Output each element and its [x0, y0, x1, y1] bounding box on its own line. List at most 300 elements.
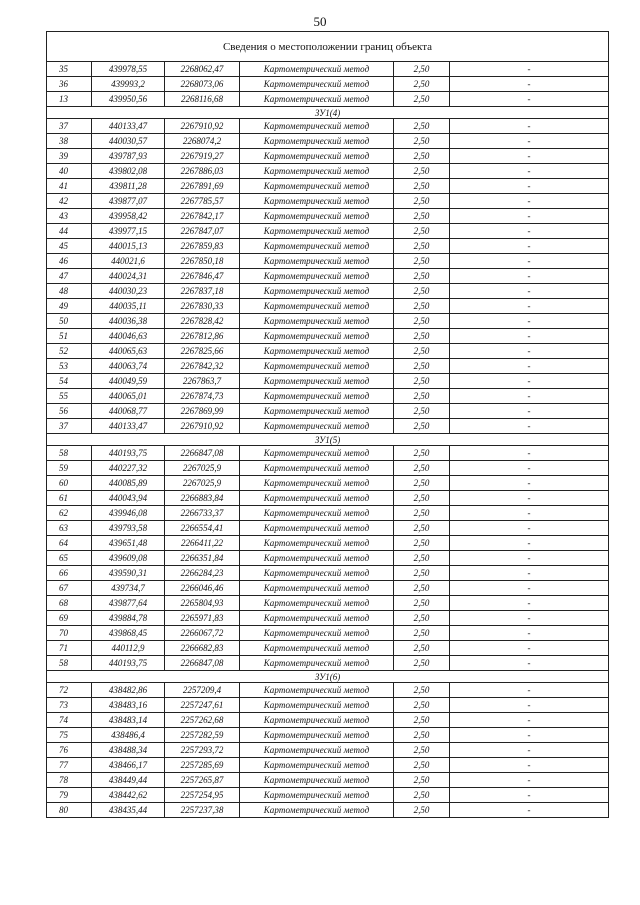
table-row — [47, 134, 609, 149]
y-coordinate-cell: 2267874,73 — [165, 389, 240, 404]
point-number-cell: 68 — [47, 596, 92, 611]
method-cell: Картометрический метод — [240, 119, 394, 134]
table-row — [47, 299, 609, 314]
method-cell: Картометрический метод — [240, 698, 394, 713]
x-coordinate-cell: 440043,94 — [92, 491, 165, 506]
table-row — [47, 773, 609, 788]
x-coordinate-cell: 440024,31 — [92, 269, 165, 284]
table-row — [47, 626, 609, 641]
table-row — [47, 62, 609, 77]
description-cell: - — [450, 119, 609, 134]
accuracy-cell: 2,50 — [394, 344, 450, 359]
description-cell: - — [450, 314, 609, 329]
boundary-table — [46, 31, 609, 818]
point-number-cell: 45 — [47, 239, 92, 254]
point-number-cell: 73 — [47, 698, 92, 713]
point-number-cell: 60 — [47, 476, 92, 491]
point-number-cell: 13 — [47, 92, 92, 107]
table-row — [47, 758, 609, 773]
table-row — [47, 179, 609, 194]
description-cell: - — [450, 164, 609, 179]
point-number-cell: 49 — [47, 299, 92, 314]
method-cell: Картометрический метод — [240, 626, 394, 641]
y-coordinate-cell: 2267910,92 — [165, 419, 240, 434]
point-number-cell: 63 — [47, 521, 92, 536]
table-row — [47, 269, 609, 284]
x-coordinate-cell: 440046,63 — [92, 329, 165, 344]
x-coordinate-cell: 439884,78 — [92, 611, 165, 626]
method-cell: Картометрический метод — [240, 788, 394, 803]
point-number-cell: 41 — [47, 179, 92, 194]
point-number-cell: 50 — [47, 314, 92, 329]
table-row — [47, 656, 609, 671]
description-cell: - — [450, 641, 609, 656]
description-cell: - — [450, 491, 609, 506]
table-row — [47, 506, 609, 521]
point-number-cell: 56 — [47, 404, 92, 419]
method-cell: Картометрический метод — [240, 728, 394, 743]
y-coordinate-cell: 2266847,08 — [165, 446, 240, 461]
point-number-cell: 70 — [47, 626, 92, 641]
method-cell: Картометрический метод — [240, 134, 394, 149]
y-coordinate-cell: 2267812,86 — [165, 329, 240, 344]
method-cell: Картометрический метод — [240, 476, 394, 491]
point-number-cell: 71 — [47, 641, 92, 656]
description-cell: - — [450, 389, 609, 404]
method-cell: Картометрический метод — [240, 419, 394, 434]
y-coordinate-cell: 2266046,46 — [165, 581, 240, 596]
y-coordinate-cell: 2267842,17 — [165, 209, 240, 224]
method-cell: Картометрический метод — [240, 92, 394, 107]
method-cell: Картометрический метод — [240, 536, 394, 551]
description-cell: - — [450, 179, 609, 194]
x-coordinate-cell: 440133,47 — [92, 419, 165, 434]
table-row — [47, 803, 609, 818]
y-coordinate-cell: 2267863,7 — [165, 374, 240, 389]
accuracy-cell: 2,50 — [394, 77, 450, 92]
method-cell: Картометрический метод — [240, 713, 394, 728]
point-number-cell: 64 — [47, 536, 92, 551]
y-coordinate-cell: 2267830,33 — [165, 299, 240, 314]
y-coordinate-cell: 2267842,32 — [165, 359, 240, 374]
point-number-cell: 47 — [47, 269, 92, 284]
accuracy-cell: 2,50 — [394, 521, 450, 536]
accuracy-cell: 2,50 — [394, 566, 450, 581]
accuracy-cell: 2,50 — [394, 581, 450, 596]
method-cell: Картометрический метод — [240, 269, 394, 284]
x-coordinate-cell: 440065,63 — [92, 344, 165, 359]
point-number-cell: 59 — [47, 461, 92, 476]
description-cell: - — [450, 728, 609, 743]
table-row — [47, 284, 609, 299]
x-coordinate-cell: 440068,77 — [92, 404, 165, 419]
description-cell: - — [450, 359, 609, 374]
accuracy-cell: 2,50 — [394, 179, 450, 194]
x-coordinate-cell: 439609,08 — [92, 551, 165, 566]
description-cell: - — [450, 773, 609, 788]
point-number-cell: 55 — [47, 389, 92, 404]
x-coordinate-cell: 439877,64 — [92, 596, 165, 611]
table-row — [47, 491, 609, 506]
x-coordinate-cell: 439651,48 — [92, 536, 165, 551]
table-title: Сведения о местоположении границ объекта — [47, 32, 609, 62]
table-row — [47, 314, 609, 329]
table-row — [47, 209, 609, 224]
table-row — [47, 224, 609, 239]
y-coordinate-cell: 2266411,22 — [165, 536, 240, 551]
table-row — [47, 521, 609, 536]
method-cell: Картометрический метод — [240, 224, 394, 239]
point-number-cell: 62 — [47, 506, 92, 521]
point-number-cell: 74 — [47, 713, 92, 728]
x-coordinate-cell: 439993,2 — [92, 77, 165, 92]
description-cell: - — [450, 713, 609, 728]
y-coordinate-cell: 2265804,93 — [165, 596, 240, 611]
x-coordinate-cell: 440112,9 — [92, 641, 165, 656]
y-coordinate-cell: 2257262,68 — [165, 713, 240, 728]
y-coordinate-cell: 2265971,83 — [165, 611, 240, 626]
y-coordinate-cell: 2267886,03 — [165, 164, 240, 179]
table-row — [47, 698, 609, 713]
table-row — [47, 743, 609, 758]
accuracy-cell: 2,50 — [394, 134, 450, 149]
point-number-cell: 38 — [47, 134, 92, 149]
x-coordinate-cell: 440085,89 — [92, 476, 165, 491]
method-cell: Картометрический метод — [240, 551, 394, 566]
x-coordinate-cell: 439978,55 — [92, 62, 165, 77]
method-cell: Картометрический метод — [240, 194, 394, 209]
point-number-cell: 39 — [47, 149, 92, 164]
method-cell: Картометрический метод — [240, 521, 394, 536]
method-cell: Картометрический метод — [240, 596, 394, 611]
x-coordinate-cell: 438488,34 — [92, 743, 165, 758]
description-cell: - — [450, 224, 609, 239]
x-coordinate-cell: 439977,15 — [92, 224, 165, 239]
point-number-cell: 40 — [47, 164, 92, 179]
section-row — [47, 434, 609, 446]
x-coordinate-cell: 438483,16 — [92, 698, 165, 713]
point-number-cell: 67 — [47, 581, 92, 596]
x-coordinate-cell: 440030,57 — [92, 134, 165, 149]
x-coordinate-cell: 439734,7 — [92, 581, 165, 596]
point-number-cell: 77 — [47, 758, 92, 773]
accuracy-cell: 2,50 — [394, 62, 450, 77]
point-number-cell: 61 — [47, 491, 92, 506]
point-number-cell: 36 — [47, 77, 92, 92]
y-coordinate-cell: 2267846,47 — [165, 269, 240, 284]
x-coordinate-cell: 439793,58 — [92, 521, 165, 536]
y-coordinate-cell: 2257237,38 — [165, 803, 240, 818]
description-cell: - — [450, 698, 609, 713]
accuracy-cell: 2,50 — [394, 536, 450, 551]
point-number-cell: 54 — [47, 374, 92, 389]
y-coordinate-cell: 2257265,87 — [165, 773, 240, 788]
y-coordinate-cell: 2266284,23 — [165, 566, 240, 581]
point-number-cell: 72 — [47, 683, 92, 698]
accuracy-cell: 2,50 — [394, 656, 450, 671]
description-cell: - — [450, 149, 609, 164]
method-cell: Картометрический метод — [240, 359, 394, 374]
description-cell: - — [450, 374, 609, 389]
method-cell: Картометрический метод — [240, 239, 394, 254]
description-cell: - — [450, 194, 609, 209]
method-cell: Картометрический метод — [240, 404, 394, 419]
y-coordinate-cell: 2268074,2 — [165, 134, 240, 149]
method-cell: Картометрический метод — [240, 611, 394, 626]
accuracy-cell: 2,50 — [394, 149, 450, 164]
section-row — [47, 671, 609, 683]
table-row — [47, 788, 609, 803]
x-coordinate-cell: 440133,47 — [92, 119, 165, 134]
description-cell: - — [450, 566, 609, 581]
accuracy-cell: 2,50 — [394, 611, 450, 626]
x-coordinate-cell: 439958,42 — [92, 209, 165, 224]
method-cell: Картометрический метод — [240, 77, 394, 92]
table-row — [47, 92, 609, 107]
description-cell: - — [450, 329, 609, 344]
x-coordinate-cell: 440193,75 — [92, 446, 165, 461]
point-number-cell: 42 — [47, 194, 92, 209]
point-number-cell: 58 — [47, 656, 92, 671]
description-cell: - — [450, 611, 609, 626]
accuracy-cell: 2,50 — [394, 596, 450, 611]
description-cell: - — [450, 134, 609, 149]
method-cell: Картометрический метод — [240, 803, 394, 818]
y-coordinate-cell: 2266351,84 — [165, 551, 240, 566]
method-cell: Картометрический метод — [240, 491, 394, 506]
accuracy-cell: 2,50 — [394, 374, 450, 389]
x-coordinate-cell: 438483,14 — [92, 713, 165, 728]
x-coordinate-cell: 439787,93 — [92, 149, 165, 164]
accuracy-cell: 2,50 — [394, 314, 450, 329]
y-coordinate-cell: 2267025,9 — [165, 461, 240, 476]
description-cell: - — [450, 92, 609, 107]
x-coordinate-cell: 439950,56 — [92, 92, 165, 107]
description-cell: - — [450, 299, 609, 314]
accuracy-cell: 2,50 — [394, 491, 450, 506]
description-cell: - — [450, 461, 609, 476]
method-cell: Картометрический метод — [240, 506, 394, 521]
accuracy-cell: 2,50 — [394, 641, 450, 656]
y-coordinate-cell: 2267847,07 — [165, 224, 240, 239]
accuracy-cell: 2,50 — [394, 698, 450, 713]
x-coordinate-cell: 438435,44 — [92, 803, 165, 818]
description-cell: - — [450, 284, 609, 299]
x-coordinate-cell: 439590,31 — [92, 566, 165, 581]
table-row — [47, 404, 609, 419]
x-coordinate-cell: 438482,86 — [92, 683, 165, 698]
y-coordinate-cell: 2266733,37 — [165, 506, 240, 521]
y-coordinate-cell: 2257254,95 — [165, 788, 240, 803]
y-coordinate-cell: 2267785,57 — [165, 194, 240, 209]
method-cell: Картометрический метод — [240, 329, 394, 344]
point-number-cell: 43 — [47, 209, 92, 224]
accuracy-cell: 2,50 — [394, 389, 450, 404]
x-coordinate-cell: 440193,75 — [92, 656, 165, 671]
accuracy-cell: 2,50 — [394, 551, 450, 566]
method-cell: Картометрический метод — [240, 641, 394, 656]
accuracy-cell: 2,50 — [394, 119, 450, 134]
table-title-row — [47, 32, 609, 62]
point-number-cell: 79 — [47, 788, 92, 803]
x-coordinate-cell: 439868,45 — [92, 626, 165, 641]
accuracy-cell: 2,50 — [394, 194, 450, 209]
table-row — [47, 641, 609, 656]
accuracy-cell: 2,50 — [394, 446, 450, 461]
table-row — [47, 551, 609, 566]
point-number-cell: 65 — [47, 551, 92, 566]
description-cell: - — [450, 239, 609, 254]
table-row — [47, 389, 609, 404]
x-coordinate-cell: 440036,38 — [92, 314, 165, 329]
y-coordinate-cell: 2268073,06 — [165, 77, 240, 92]
accuracy-cell: 2,50 — [394, 419, 450, 434]
description-cell: - — [450, 77, 609, 92]
x-coordinate-cell: 440021,6 — [92, 254, 165, 269]
point-number-cell: 37 — [47, 419, 92, 434]
table-row — [47, 461, 609, 476]
description-cell: - — [450, 521, 609, 536]
description-cell: - — [450, 344, 609, 359]
description-cell: - — [450, 404, 609, 419]
description-cell: - — [450, 476, 609, 491]
y-coordinate-cell: 2267859,83 — [165, 239, 240, 254]
method-cell: Картометрический метод — [240, 62, 394, 77]
point-number-cell: 46 — [47, 254, 92, 269]
table-row — [47, 611, 609, 626]
y-coordinate-cell: 2267837,18 — [165, 284, 240, 299]
description-cell: - — [450, 446, 609, 461]
accuracy-cell: 2,50 — [394, 359, 450, 374]
method-cell: Картометрический метод — [240, 299, 394, 314]
table-row — [47, 683, 609, 698]
table-row — [47, 596, 609, 611]
description-cell: - — [450, 551, 609, 566]
table-row — [47, 77, 609, 92]
y-coordinate-cell: 2266067,72 — [165, 626, 240, 641]
accuracy-cell: 2,50 — [394, 404, 450, 419]
accuracy-cell: 2,50 — [394, 164, 450, 179]
x-coordinate-cell: 438449,44 — [92, 773, 165, 788]
accuracy-cell: 2,50 — [394, 476, 450, 491]
x-coordinate-cell: 440065,01 — [92, 389, 165, 404]
accuracy-cell: 2,50 — [394, 299, 450, 314]
accuracy-cell: 2,50 — [394, 713, 450, 728]
description-cell: - — [450, 581, 609, 596]
method-cell: Картометрический метод — [240, 149, 394, 164]
method-cell: Картометрический метод — [240, 446, 394, 461]
description-cell: - — [450, 269, 609, 284]
table-row — [47, 713, 609, 728]
accuracy-cell: 2,50 — [394, 803, 450, 818]
point-number-cell: 51 — [47, 329, 92, 344]
point-number-cell: 37 — [47, 119, 92, 134]
section-title: ЗУ1(6) — [47, 671, 609, 683]
method-cell: Картометрический метод — [240, 773, 394, 788]
y-coordinate-cell: 2266847,08 — [165, 656, 240, 671]
accuracy-cell: 2,50 — [394, 461, 450, 476]
table-row — [47, 536, 609, 551]
x-coordinate-cell: 440015,13 — [92, 239, 165, 254]
x-coordinate-cell: 440030,23 — [92, 284, 165, 299]
method-cell: Картометрический метод — [240, 566, 394, 581]
table-row — [47, 239, 609, 254]
method-cell: Картометрический метод — [240, 284, 394, 299]
point-number-cell: 80 — [47, 803, 92, 818]
method-cell: Картометрический метод — [240, 344, 394, 359]
point-number-cell: 66 — [47, 566, 92, 581]
table-row — [47, 329, 609, 344]
description-cell: - — [450, 743, 609, 758]
section-title: ЗУ1(4) — [47, 107, 609, 119]
y-coordinate-cell: 2267869,99 — [165, 404, 240, 419]
accuracy-cell: 2,50 — [394, 773, 450, 788]
y-coordinate-cell: 2268062,47 — [165, 62, 240, 77]
y-coordinate-cell: 2267891,69 — [165, 179, 240, 194]
x-coordinate-cell: 440049,59 — [92, 374, 165, 389]
point-number-cell: 35 — [47, 62, 92, 77]
accuracy-cell: 2,50 — [394, 269, 450, 284]
x-coordinate-cell: 439877,07 — [92, 194, 165, 209]
table-row — [47, 119, 609, 134]
table-row — [47, 194, 609, 209]
method-cell: Картометрический метод — [240, 581, 394, 596]
accuracy-cell: 2,50 — [394, 224, 450, 239]
table-row — [47, 581, 609, 596]
point-number-cell: 58 — [47, 446, 92, 461]
accuracy-cell: 2,50 — [394, 728, 450, 743]
method-cell: Картометрический метод — [240, 164, 394, 179]
point-number-cell: 69 — [47, 611, 92, 626]
method-cell: Картометрический метод — [240, 743, 394, 758]
table-row — [47, 344, 609, 359]
table-row — [47, 419, 609, 434]
x-coordinate-cell: 438466,17 — [92, 758, 165, 773]
accuracy-cell: 2,50 — [394, 254, 450, 269]
method-cell: Картометрический метод — [240, 656, 394, 671]
table-row — [47, 728, 609, 743]
accuracy-cell: 2,50 — [394, 284, 450, 299]
method-cell: Картометрический метод — [240, 209, 394, 224]
section-title: ЗУ1(5) — [47, 434, 609, 446]
description-cell: - — [450, 803, 609, 818]
y-coordinate-cell: 2266554,41 — [165, 521, 240, 536]
y-coordinate-cell: 2268116,68 — [165, 92, 240, 107]
point-number-cell: 48 — [47, 284, 92, 299]
x-coordinate-cell: 438486,4 — [92, 728, 165, 743]
point-number-cell: 78 — [47, 773, 92, 788]
point-number-cell: 75 — [47, 728, 92, 743]
page-number: 50 — [313, 14, 327, 29]
table-row — [47, 164, 609, 179]
description-cell: - — [450, 62, 609, 77]
accuracy-cell: 2,50 — [394, 683, 450, 698]
method-cell: Картометрический метод — [240, 254, 394, 269]
x-coordinate-cell: 439811,28 — [92, 179, 165, 194]
description-cell: - — [450, 209, 609, 224]
description-cell: - — [450, 596, 609, 611]
method-cell: Картометрический метод — [240, 179, 394, 194]
accuracy-cell: 2,50 — [394, 239, 450, 254]
y-coordinate-cell: 2266682,83 — [165, 641, 240, 656]
accuracy-cell: 2,50 — [394, 758, 450, 773]
y-coordinate-cell: 2257293,72 — [165, 743, 240, 758]
point-number-cell: 76 — [47, 743, 92, 758]
table-row — [47, 566, 609, 581]
description-cell: - — [450, 506, 609, 521]
accuracy-cell: 2,50 — [394, 743, 450, 758]
x-coordinate-cell: 440063,74 — [92, 359, 165, 374]
